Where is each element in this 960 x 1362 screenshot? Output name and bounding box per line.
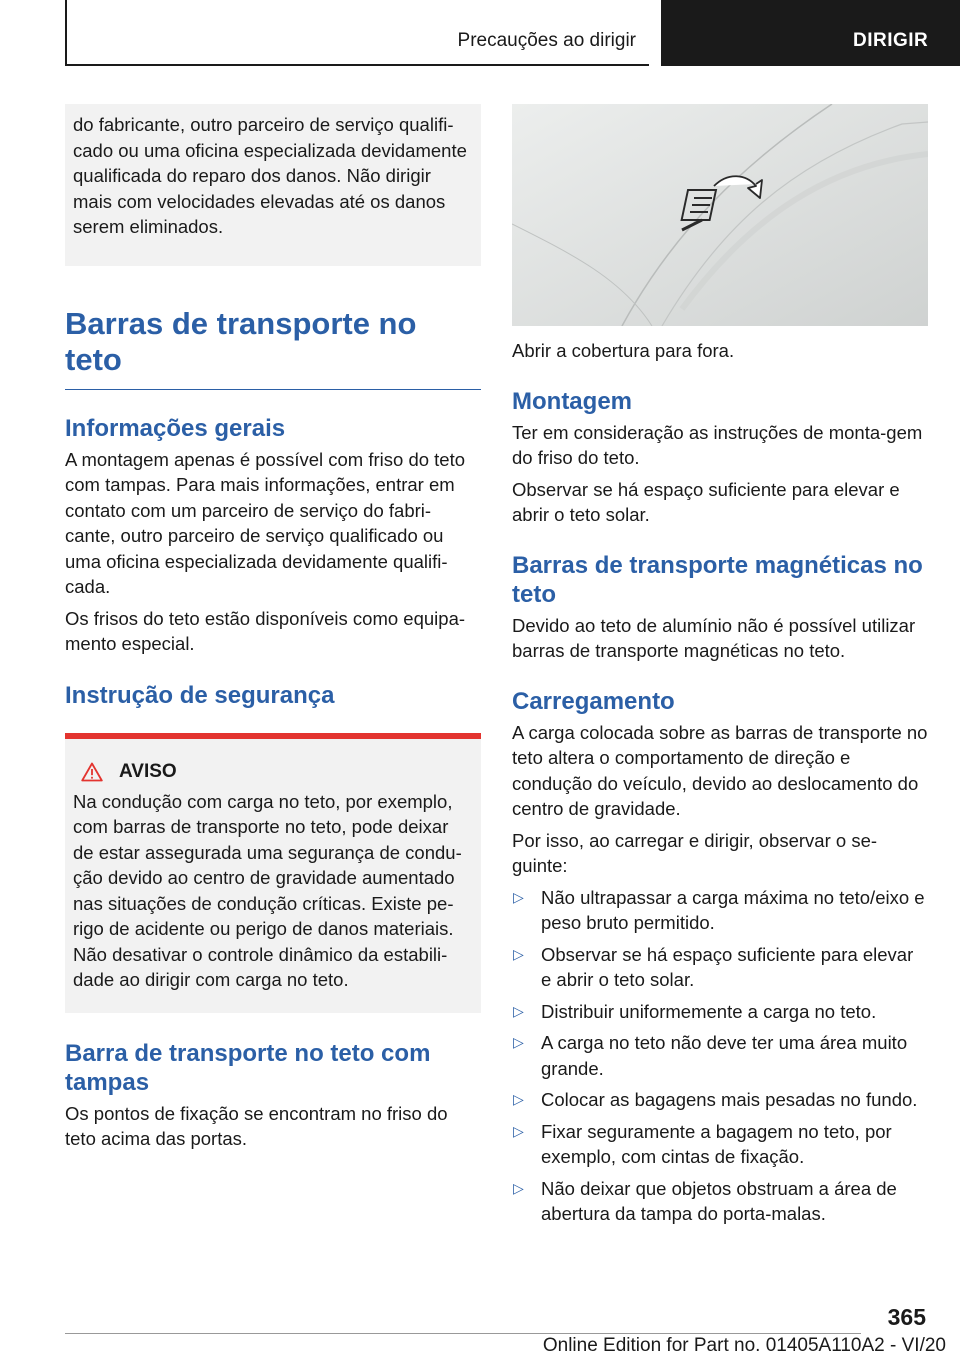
intro-text: do fabricante, outro parceiro de serviço qualifi-cado ou uma oficina especializada devidamente qualificada do reparo dos danos. Não dirigir mais com velocidades elevadas até os danos serem eliminados.	[73, 114, 467, 237]
footer-divider	[65, 1333, 861, 1334]
header-divider-horizontal	[65, 64, 649, 66]
list-item	[512, 942, 928, 993]
photo-caption: Abrir a cobertura para fora.	[512, 340, 735, 361]
general-info-paragraph-2: Os frisos do teto estão disponíveis como equipa-mento especial.	[65, 607, 466, 654]
list-item-text: Observar se há espaço suficiente para elevar e abrir o teto solar.	[541, 943, 914, 990]
safety-title: Instrução de segurança	[65, 681, 335, 709]
triangle-right-icon: ▷	[513, 1122, 524, 1139]
list-item-text: Distribuir uniformemente a carga no teto.	[541, 1000, 877, 1022]
list-item-text: Não ultrapassar a carga máxima no teto/eixo e peso bruto permitido.	[541, 886, 925, 933]
right-column	[512, 104, 928, 1227]
warning-text: Na condução com carga no teto, por exemplo, com barras de transporte no teto, pode deixar de estar assegurada uma segurança de condu-ção devido ao centro de gravidade aumentado nas situações de condução críticas. Existe pe-rigo de acidente ou perigo de danos materiais. Não desativar o controle dinâmico da estabili-dade ao dirigir com carga no teto.	[73, 790, 462, 990]
header-chapter-tab: DIRIGIR	[661, 0, 960, 66]
list-item	[512, 1119, 928, 1170]
list-item	[512, 1087, 928, 1113]
list-item	[512, 999, 928, 1025]
main-title: Barras de transporte no teto	[65, 306, 481, 390]
warning-box	[65, 733, 481, 1013]
list-item	[512, 1176, 928, 1227]
mount-title: Montagem	[512, 387, 632, 415]
warning-header	[73, 761, 473, 783]
header-divider-vertical	[65, 0, 67, 66]
list-item-text: Não deixar que objetos obstruam a área de abertura da tampa do porta-malas.	[541, 1177, 897, 1224]
roof-cover-illustration	[512, 104, 928, 326]
magnetic-rack-text: Devido ao teto de alumínio não é possível utilizar barras de transporte magnéticas no teto.	[512, 614, 916, 661]
triangle-right-icon: ▷	[513, 1091, 524, 1107]
triangle-right-icon: ▷	[513, 1002, 524, 1019]
warning-triangle-icon	[81, 762, 103, 782]
list-item	[512, 885, 928, 936]
roof-cover-photo	[512, 104, 928, 326]
list-item-text: A carga no teto não deve ter uma área muito grande.	[541, 1032, 908, 1079]
caps-rack-text: Os pontos de fixação se encontram no friso do teto acima das portas.	[65, 1102, 448, 1149]
list-item-text: Fixar seguramente a bagagem no teto, por exemplo, com cintas de fixação.	[541, 1120, 892, 1167]
triangle-right-icon: ▷	[513, 1034, 524, 1050]
load-title: Carregamento	[512, 687, 675, 715]
load-paragraph-1: A carga colocada sobre as barras de transporte no teto altera o comportamento de direção e condução do veículo, devido ao deslocamento do centro de gravidade.	[512, 721, 928, 819]
left-column	[65, 104, 481, 1152]
mount-paragraph-2: Observar se há espaço suficiente para elevar e abrir o teto solar.	[512, 478, 900, 525]
mount-paragraph-1: Ter em consideração as instruções de monta-gem do friso do teto.	[512, 421, 923, 468]
triangle-right-icon: ▷	[513, 1179, 524, 1196]
triangle-right-icon: ▷	[513, 945, 524, 962]
triangle-right-icon: ▷	[513, 888, 524, 905]
general-info-paragraph-1: A montagem apenas é possível com friso do teto com tampas. Para mais informações, entrar em contato com um parceiro de serviço do fabri-cante, outro parceiro de serviço qualificado ou uma oficina especializada devidamente qualifi-cada.	[65, 448, 466, 597]
load-bullet-list	[512, 885, 928, 1227]
list-item-text: Colocar as bagagens mais pesadas no fundo.	[541, 1089, 918, 1110]
header-section-title: Precauções ao dirigir	[457, 30, 636, 51]
footer-edition: Online Edition for Part no. 01405A110A2 - VI/20	[542, 1335, 946, 1356]
load-paragraph-2: Por isso, ao carregar e dirigir, observar o se-guinte:	[512, 829, 878, 876]
magnetic-rack-title: Barras de transporte magnéticas no teto	[512, 551, 923, 608]
caps-rack-title: Barra de transporte no teto com tampas	[65, 1039, 431, 1096]
general-info-title: Informações gerais	[65, 414, 286, 442]
intro-box	[65, 104, 481, 266]
page-number: 365	[887, 1304, 926, 1330]
list-item	[512, 1030, 928, 1081]
warning-label: AVISO	[119, 760, 177, 782]
